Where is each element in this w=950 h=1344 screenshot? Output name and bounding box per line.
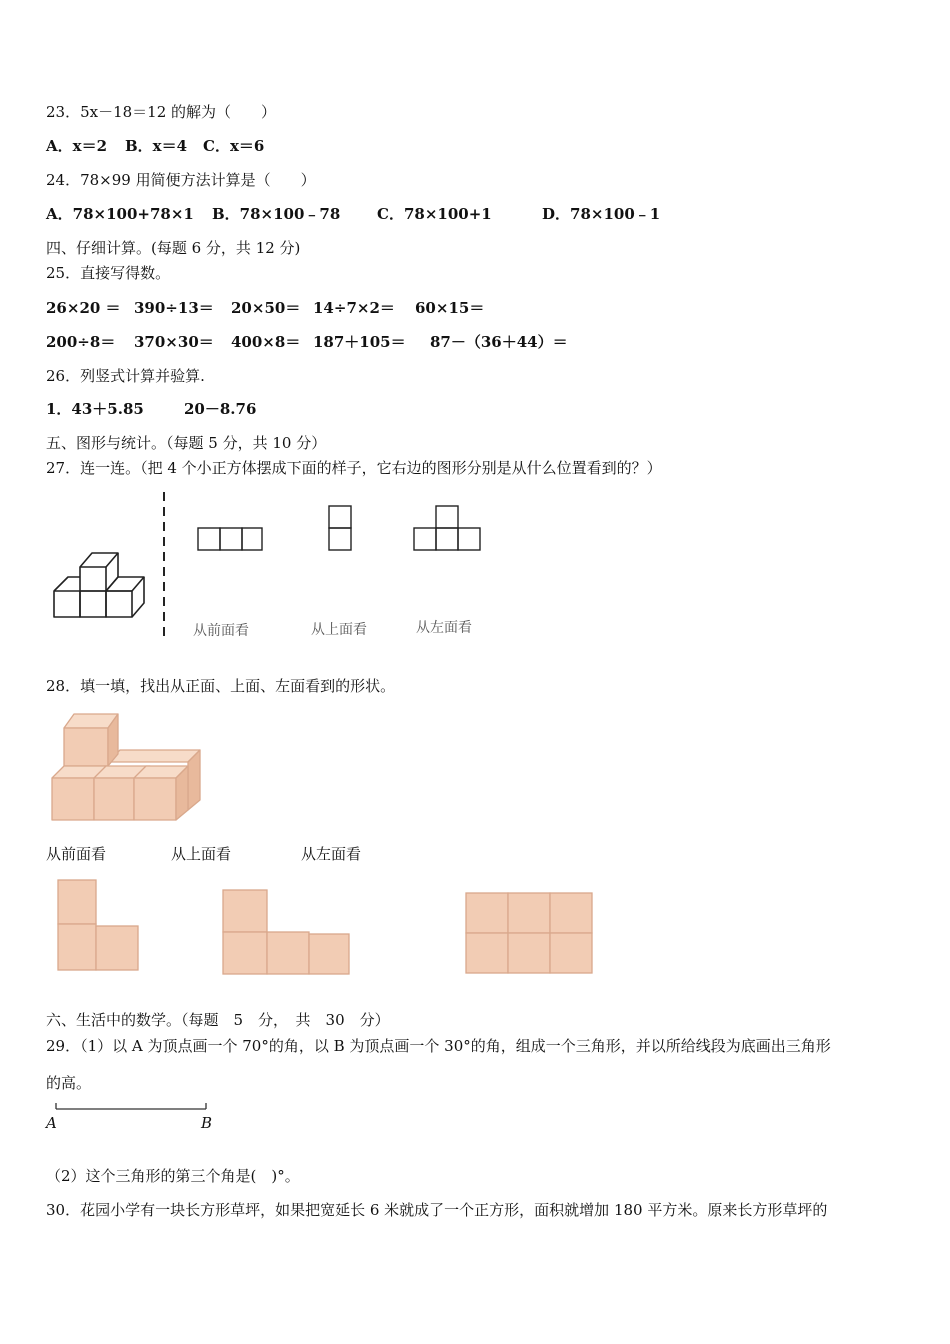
section5-title: 五、图形与统计。（每题 5 分，共 10 分） xyxy=(46,434,327,452)
q25-r1-c2: 390÷13＝ xyxy=(134,299,214,317)
q25-r1-c5: 60×15＝ xyxy=(415,299,485,317)
q28-cube-cluster-image xyxy=(50,710,210,822)
q28-stem: 28．填一填，找出从正面、上面、左面看到的形状。 xyxy=(46,677,396,695)
q29-point-b-label: B xyxy=(201,1114,213,1132)
section4-title: 四、仔细计算。(每题 6 分，共 12 分) xyxy=(46,239,301,257)
q26-item-1: 1．43＋5.85 xyxy=(46,400,144,418)
q25-r1-c3: 20×50＝ xyxy=(231,299,301,317)
q29-point-a-label: A xyxy=(46,1114,57,1132)
q27-caption-left: 从左面看 xyxy=(416,620,472,636)
q27-view-two-stacked xyxy=(327,504,353,552)
q26-item-2: 20－8.76 xyxy=(184,400,257,418)
q28-shape-l-tall xyxy=(56,878,142,974)
q27-dashed-divider xyxy=(160,492,168,638)
q28-label-top: 从上面看 xyxy=(171,845,232,863)
q24-option-d: D．78×100﹣1 xyxy=(542,205,661,223)
q27-caption-top: 从上面看 xyxy=(311,622,367,638)
q30-line1: 30．花园小学有一块长方形草坪，如果把宽延长 6 米就成了一个正方形，面积就增加 180 平方米。原来长方形草坪的 xyxy=(46,1201,828,1219)
q24-option-a: A．78×100+78×1 xyxy=(46,205,194,223)
q27-view-three-in-row xyxy=(196,526,266,552)
q29-part1-line2: 的高。 xyxy=(46,1074,92,1092)
q24-option-b: B．78×100﹣78 xyxy=(212,205,341,223)
q27-view-t-shape xyxy=(412,504,484,552)
q24-stem: 24．78×99 用简便方法计算是（ ） xyxy=(46,171,316,189)
q29-part1-line1: 29．（1）以 A 为顶点画一个 70°的角，以 B 为顶点画一个 30°的角，组成一个三角形，并以所给线段为底画出三角形 xyxy=(46,1037,831,1055)
q28-shape-rectangle-grid xyxy=(464,891,596,977)
q27-stem: 27．连一连。（把 4 个小正方体摆成下面的样子，它右边的图形分别是从什么位置看到的？） xyxy=(46,459,662,477)
q25-stem: 25．直接写得数。 xyxy=(46,264,171,282)
q28-label-front: 从前面看 xyxy=(46,845,107,863)
q25-r2-c5: 87－（36＋44）＝ xyxy=(430,333,568,351)
q25-r1-c1: 26×20 ＝ xyxy=(46,299,121,317)
q27-caption-front: 从前面看 xyxy=(193,623,249,639)
q26-stem: 26．列竖式计算并验算. xyxy=(46,367,205,385)
q28-label-left: 从左面看 xyxy=(301,845,362,863)
q23-option-a: A．x＝2 xyxy=(46,137,108,155)
q23-option-c: C．x＝6 xyxy=(203,137,265,155)
q25-r2-c3: 400×8＝ xyxy=(231,333,301,351)
q25-r2-c1: 200÷8＝ xyxy=(46,333,116,351)
q28-shape-l-wide xyxy=(221,888,353,976)
section6-title: 六、生活中的数学。（每题 5 分， 共 30 分） xyxy=(46,1011,390,1029)
q23-stem: 23．5x－18＝12 的解为（ ） xyxy=(46,103,277,121)
q25-r1-c4: 14÷7×2＝ xyxy=(313,299,395,317)
q29-segment-ab xyxy=(50,1100,212,1116)
q25-r2-c2: 370×30＝ xyxy=(134,333,214,351)
q23-option-b: B．x＝4 xyxy=(125,137,188,155)
q25-r2-c4: 187＋105＝ xyxy=(313,333,406,351)
q24-option-c: C．78×100+1 xyxy=(377,205,492,223)
q27-cube-stack-drawing xyxy=(48,545,153,625)
q29-part2: （2）这个三角形的第三个角是( )°。 xyxy=(46,1167,300,1185)
